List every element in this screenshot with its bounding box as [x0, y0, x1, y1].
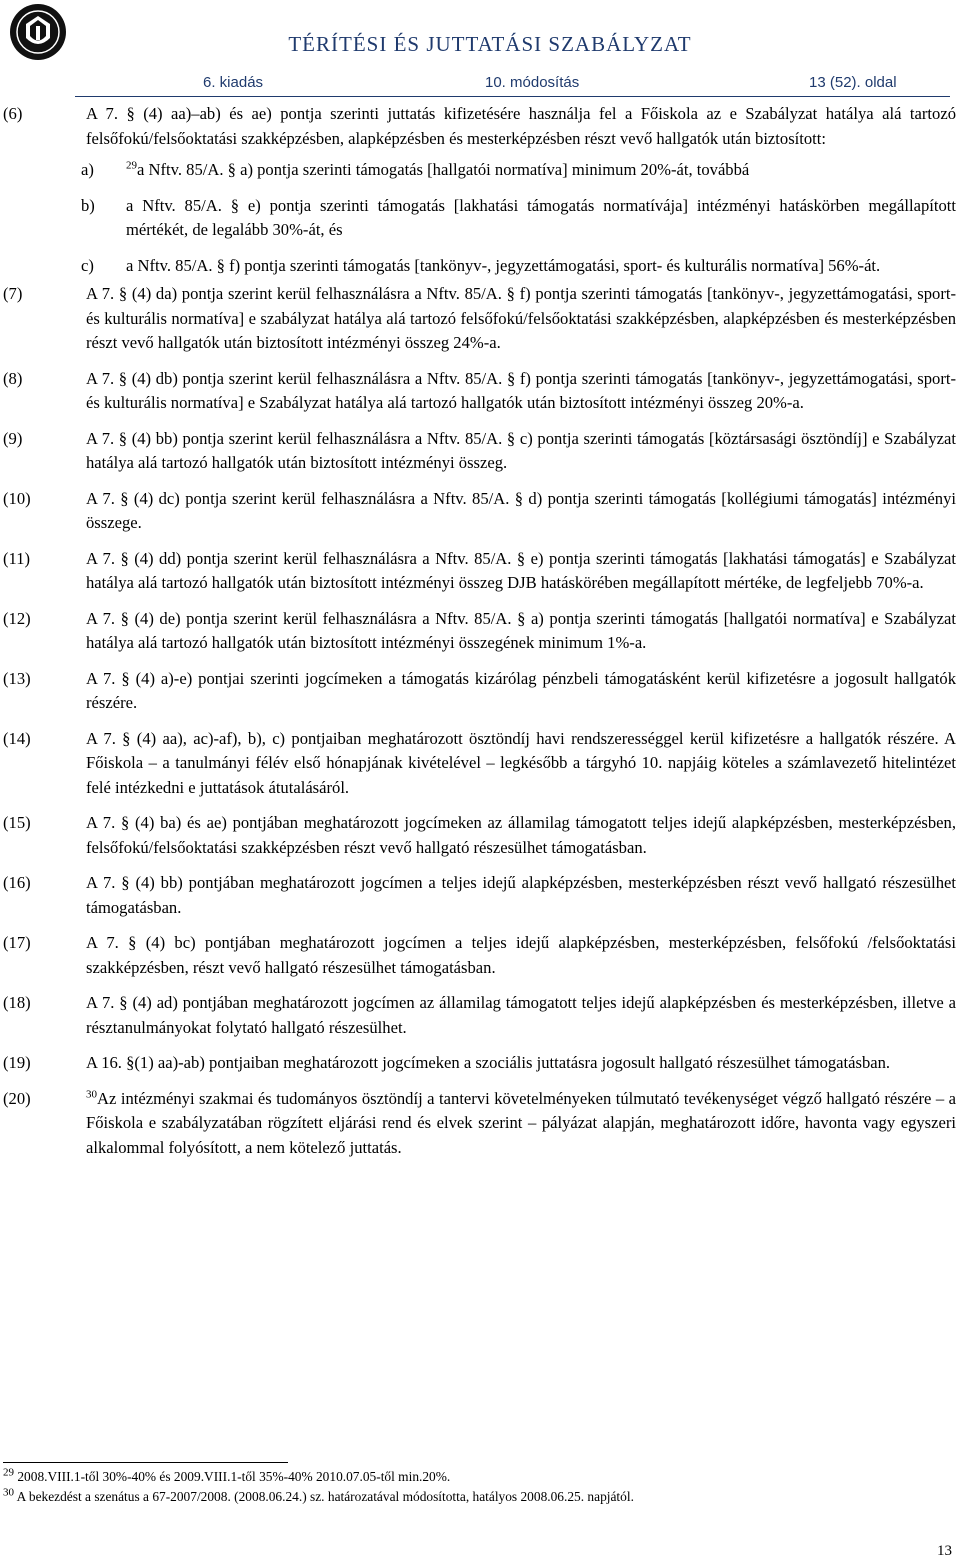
footnote — [3, 1467, 634, 1487]
paragraph-text: Az intézményi szakmai és tudományos ösztöndíj a tantervi követelményeken túlmutató tevékenységet végző hallgató részére – a Főiskola e szabályzatában rögzített eljárási rend és elvek szerint – pályázat alapján, meghatározott időre, havonta vagy egyszeri alkalommal folyósított, a nem kötelező juttatás. — [86, 1088, 956, 1157]
paragraph-number: (6) — [3, 104, 23, 123]
sub-item-label: c) — [81, 255, 94, 275]
paragraph — [3, 487, 956, 536]
paragraph-number: (15) — [3, 813, 31, 832]
footnote-ref[interactable]: 29 — [126, 159, 137, 172]
sub-item — [81, 254, 956, 279]
paragraph — [3, 547, 956, 596]
sub-item-text: a Nftv. 85/A. § f) pontja szerinti támogatás [tankönyv-, jegyzettámogatási, sport- és kulturális normatíva] 56%-át. — [126, 255, 881, 275]
footnote-text: 2008.VIII.1-től 30%-40% és 2009.VIII.1-től 35%-40% 2010.07.05-től min.20%. — [17, 1469, 451, 1484]
paragraph-text: A 7. § (4) ad) pontjában meghatározott jogcímen az államilag támogatott teljes idejű alapképzésben és mesterképzésben, illetve a résztanulmányokat folytató hallgató részesülhet. — [86, 993, 956, 1037]
paragraph — [3, 811, 956, 860]
paragraph-number: (8) — [3, 368, 23, 388]
footnote-number: 29 — [3, 1466, 14, 1479]
header-meta-bar — [75, 70, 950, 97]
paragraph-text: A 7. § (4) dd) pontja szerint kerül felhasználásra a Nftv. 85/A. § e) pontja szerinti támogatás [lakhatási támogatás] e Szabályzat hatálya alá tartozó hallgatók után biztosított intézményi összeg DJB hatáskörében megállapított mértéke, de legfeljebb 70%-a. — [86, 548, 956, 592]
paragraph-number: (20) — [3, 1088, 31, 1108]
paragraph-text: A 7. § (4) bb) pontjában meghatározott jogcímen a teljes idejű alapképzésben, mesterképzésben részt vevő hallgató részesülhet támogatásban. — [86, 873, 956, 917]
paragraph-number: (9) — [3, 428, 23, 448]
paragraph-text: A 16. §(1) aa)-ab) pontjaiban meghatározott jogcímeken a szociális juttatásra jogosult hallgató részesülhet támogatásban. — [86, 1053, 891, 1072]
paragraph-number: (16) — [3, 873, 31, 892]
paragraph-text: A 7. § (4) bb) pontja szerint kerül felhasználásra a Nftv. 85/A. § c) pontja szerinti támogatás [köztársasági ösztöndíj] e Szabályzat hatálya alá tartozó hallgatók után biztosított intézményi összeg. — [86, 428, 956, 472]
paragraph-text: A 7. § (4) aa), ac)-af), b), c) pontjaiban meghatározott ösztöndíj havi rendszerességgel kerül kifizetésre a hallgatók részére. A Főiskola – a tanulmányi félév első hónapjának kivételével – legkésőbb a tárgyhó 10. napjáig köteles a számlavezető hitelintézet felé intézkedni e juttatások átutalásáról. — [86, 728, 956, 797]
document-title: TÉRÍTÉSI ÉS JUTTATÁSI SZABÁLYZAT — [288, 32, 692, 56]
footnotes — [3, 1467, 634, 1507]
sub-item-text: a Nftv. 85/A. § e) pontja szerinti támogatás [lakhatási támogatás normatívája] intézményi hatáskörben megállapított mértékét, de legalább 30%-át, és — [126, 195, 956, 239]
sub-item — [81, 194, 956, 243]
paragraph-text: A 7. § (4) dc) pontja szerint kerül felhasználásra a Nftv. 85/A. § d) pontja szerinti támogatás [kollégiumi támogatás] intézményi összege. — [86, 488, 956, 532]
paragraph-number: (19) — [3, 1053, 31, 1072]
paragraph — [3, 607, 956, 656]
footnote-ref[interactable]: 30 — [86, 1087, 97, 1100]
paragraph — [3, 1087, 956, 1161]
page-number: 13 — [937, 1543, 952, 1559]
paragraph — [3, 102, 956, 151]
paragraph-text: A 7. § (4) da) pontja szerint kerül felhasználásra a Nftv. 85/A. § f) pontja szerinti támogatás [tankönyv-, jegyzettámogatási, sport- és kulturális normatíva] e szabályzat hatálya alá tartozó felsőfokú/felsőoktatási szakképzésben, alapképzésben és mesterképzésben részt vevő hallgatók után biztosított intézményi összeg 24%-a. — [86, 284, 956, 352]
paragraph-number: (17) — [3, 933, 31, 952]
footnote — [3, 1487, 634, 1507]
paragraph — [3, 427, 956, 476]
paragraph-text: A 7. § (4) bc) pontjában meghatározott jogcímen a teljes idejű alapképzésben, mesterképzésben, felsőfokú /felsőoktatási szakképzésben, részt vevő hallgató részesülhet támogatásban. — [86, 933, 956, 977]
paragraph-number: (10) — [3, 488, 31, 508]
paragraph-number: (7) — [3, 284, 23, 303]
paragraph-number: (18) — [3, 993, 31, 1012]
paragraph-text: A 7. § (4) de) pontja szerint kerül felhasználásra a Nftv. 85/A. § a) pontja szerinti támogatás [hallgatói normatíva] e Szabályzat hatálya alá tartozó hallgatók után biztosított intézményi összegének minimum 1%-a. — [86, 608, 956, 652]
edition-label: 6. kiadás — [203, 74, 264, 91]
paragraph — [3, 931, 956, 980]
paragraph-number: (13) — [3, 668, 31, 688]
document-body — [3, 102, 956, 1160]
paragraph — [3, 282, 956, 356]
paragraph-number: (11) — [3, 548, 31, 568]
modification-label: 10. módosítás — [485, 74, 580, 91]
paragraph — [3, 367, 956, 416]
paragraph-text: A 7. § (4) db) pontja szerint kerül felhasználásra a Nftv. 85/A. § f) pontja szerinti támogatás [tankönyv-, jegyzettámogatási, sport- és kulturális normatíva] e Szabályzat hatálya alá tartozó hallgatók után biztosított intézményi összeg 20%-a. — [86, 368, 956, 412]
footnote-text: A bekezdést a szenátus a 67-2007/2008. (2008.06.24.) sz. határozatával módosította, hatályos 2008.06.25. napjától. — [16, 1489, 634, 1504]
institution-logo — [10, 4, 66, 60]
sub-item-label: a) — [81, 160, 94, 179]
sub-item — [81, 158, 956, 183]
sub-item-text: a Nftv. 85/A. § a) pontja szerinti támogatás [hallgatói normatíva] minimum 20%-át, továbbá — [137, 160, 750, 179]
sub-item-label: b) — [81, 195, 95, 215]
paragraph-text: A 7. § (4) a)-e) pontjai szerinti jogcímeken a támogatás kizárólag pénzbeli támogatásként kerül kifizetésre a jogosult hallgatók részére. — [86, 668, 956, 712]
footnote-number: 30 — [3, 1486, 14, 1499]
footnote-separator — [3, 1462, 288, 1463]
paragraph — [3, 1051, 956, 1076]
paragraph-number: (14) — [3, 728, 31, 748]
paragraph — [3, 871, 956, 920]
paragraph — [3, 991, 956, 1040]
crest-icon — [10, 4, 66, 60]
paragraph-number: (12) — [3, 608, 31, 628]
paragraph — [3, 727, 956, 801]
paragraph-text: A 7. § (4) ba) és ae) pontjában meghatározott jogcímeken az államilag támogatott teljes idejű alapképzésben, mesterképzésben, felsőfokú/felsőoktatási szakképzésben részt vevő hallgató részesülhet támogatásban. — [86, 813, 956, 857]
paragraph-text: A 7. § (4) aa)–ab) és ae) pontja szerinti juttatás kifizetésére használja fel a Főiskola az e Szabályzat hatálya alá tartozó felsőfokú/felsőoktatási szakképzésben, alapképzésben és mesterképzésben részt vevő hallgatók után biztosított: — [86, 104, 956, 148]
paragraph — [3, 667, 956, 716]
page-reference: 13 (52). oldal — [809, 74, 897, 91]
